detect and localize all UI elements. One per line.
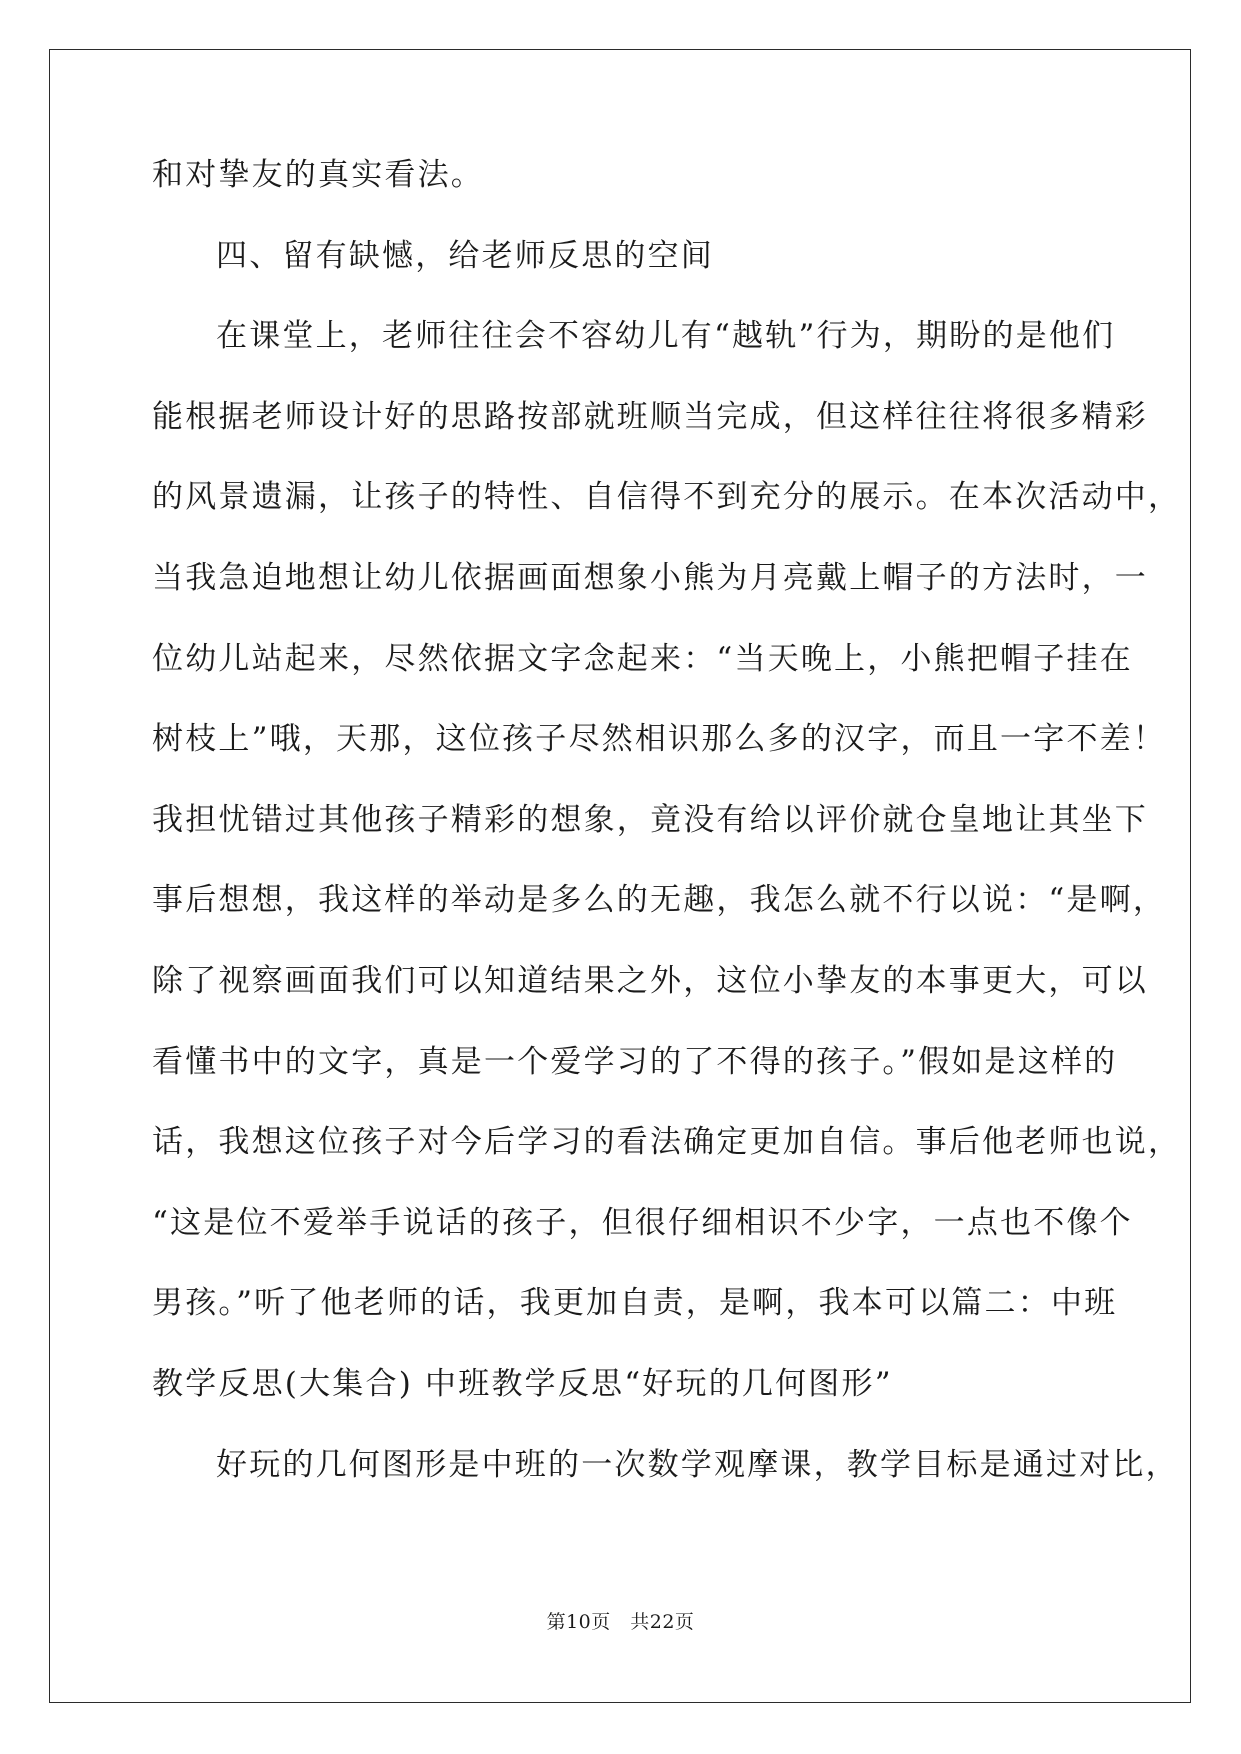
text-line: 当我急迫地想让幼儿依据画面想象小熊为月亮戴上帽子的方法时，一 [152, 559, 1148, 596]
text-line: 男孩。”听了他老师的话，我更加自责，是啊，我本可以篇二：中班 [152, 1285, 1118, 1322]
text-line: “这是位不爱举手说话的孩子，但很仔细相识不少字，一点也不像个 [152, 1204, 1133, 1241]
text-line: 的风景遗漏，让孩子的特性、自信得不到充分的展示。在本次活动中， [152, 479, 1182, 516]
text-line: 除了视察画面我们可以知道结果之外，这位小挚友的本事更大，可以 [152, 962, 1148, 999]
text-line: 位幼儿站起来，尽然依据文字念起来：“当天晚上，小熊把帽子挂在 [152, 640, 1133, 677]
text-line: 能根据老师设计好的思路按部就班顺当完成，但这样往往将很多精彩 [152, 398, 1148, 435]
text-line: 在课堂上，老师往往会不容幼儿有“越轨”行为，期盼的是他们 [216, 318, 1116, 355]
text-line: 和对挚友的真实看法。 [152, 157, 484, 193]
text-line: 树枝上”哦，天那，这位孩子尽然相识那么多的汉字，而且一字不差！ [152, 721, 1167, 758]
text-line: 事后想想，我这样的举动是多么的无趣，我怎么就不行以说：“是啊， [152, 882, 1167, 919]
document-body [152, 157, 1182, 1530]
text-line: 话，我想这位孩子对今后学习的看法确定更加自信。事后他老师也说， [152, 1124, 1182, 1161]
text-line: 看懂书中的文字，真是一个爱学习的了不得的孩子。”假如是这样的 [152, 1043, 1118, 1080]
text-line: 四、留有缺憾，给老师反思的空间 [216, 237, 714, 274]
text-line: 我担忧错过其他孩子精彩的想象，竟没有给以评价就仓皇地让其坐下 [152, 801, 1148, 838]
text-line: 教学反思(大集合) 中班教学反思“好玩的几何图形” [152, 1365, 893, 1402]
text-line: 好玩的几何图形是中班的一次数学观摩课，教学目标是通过对比， [216, 1446, 1179, 1483]
page-number-footer: 第10页 共22页 [546, 1611, 695, 1633]
